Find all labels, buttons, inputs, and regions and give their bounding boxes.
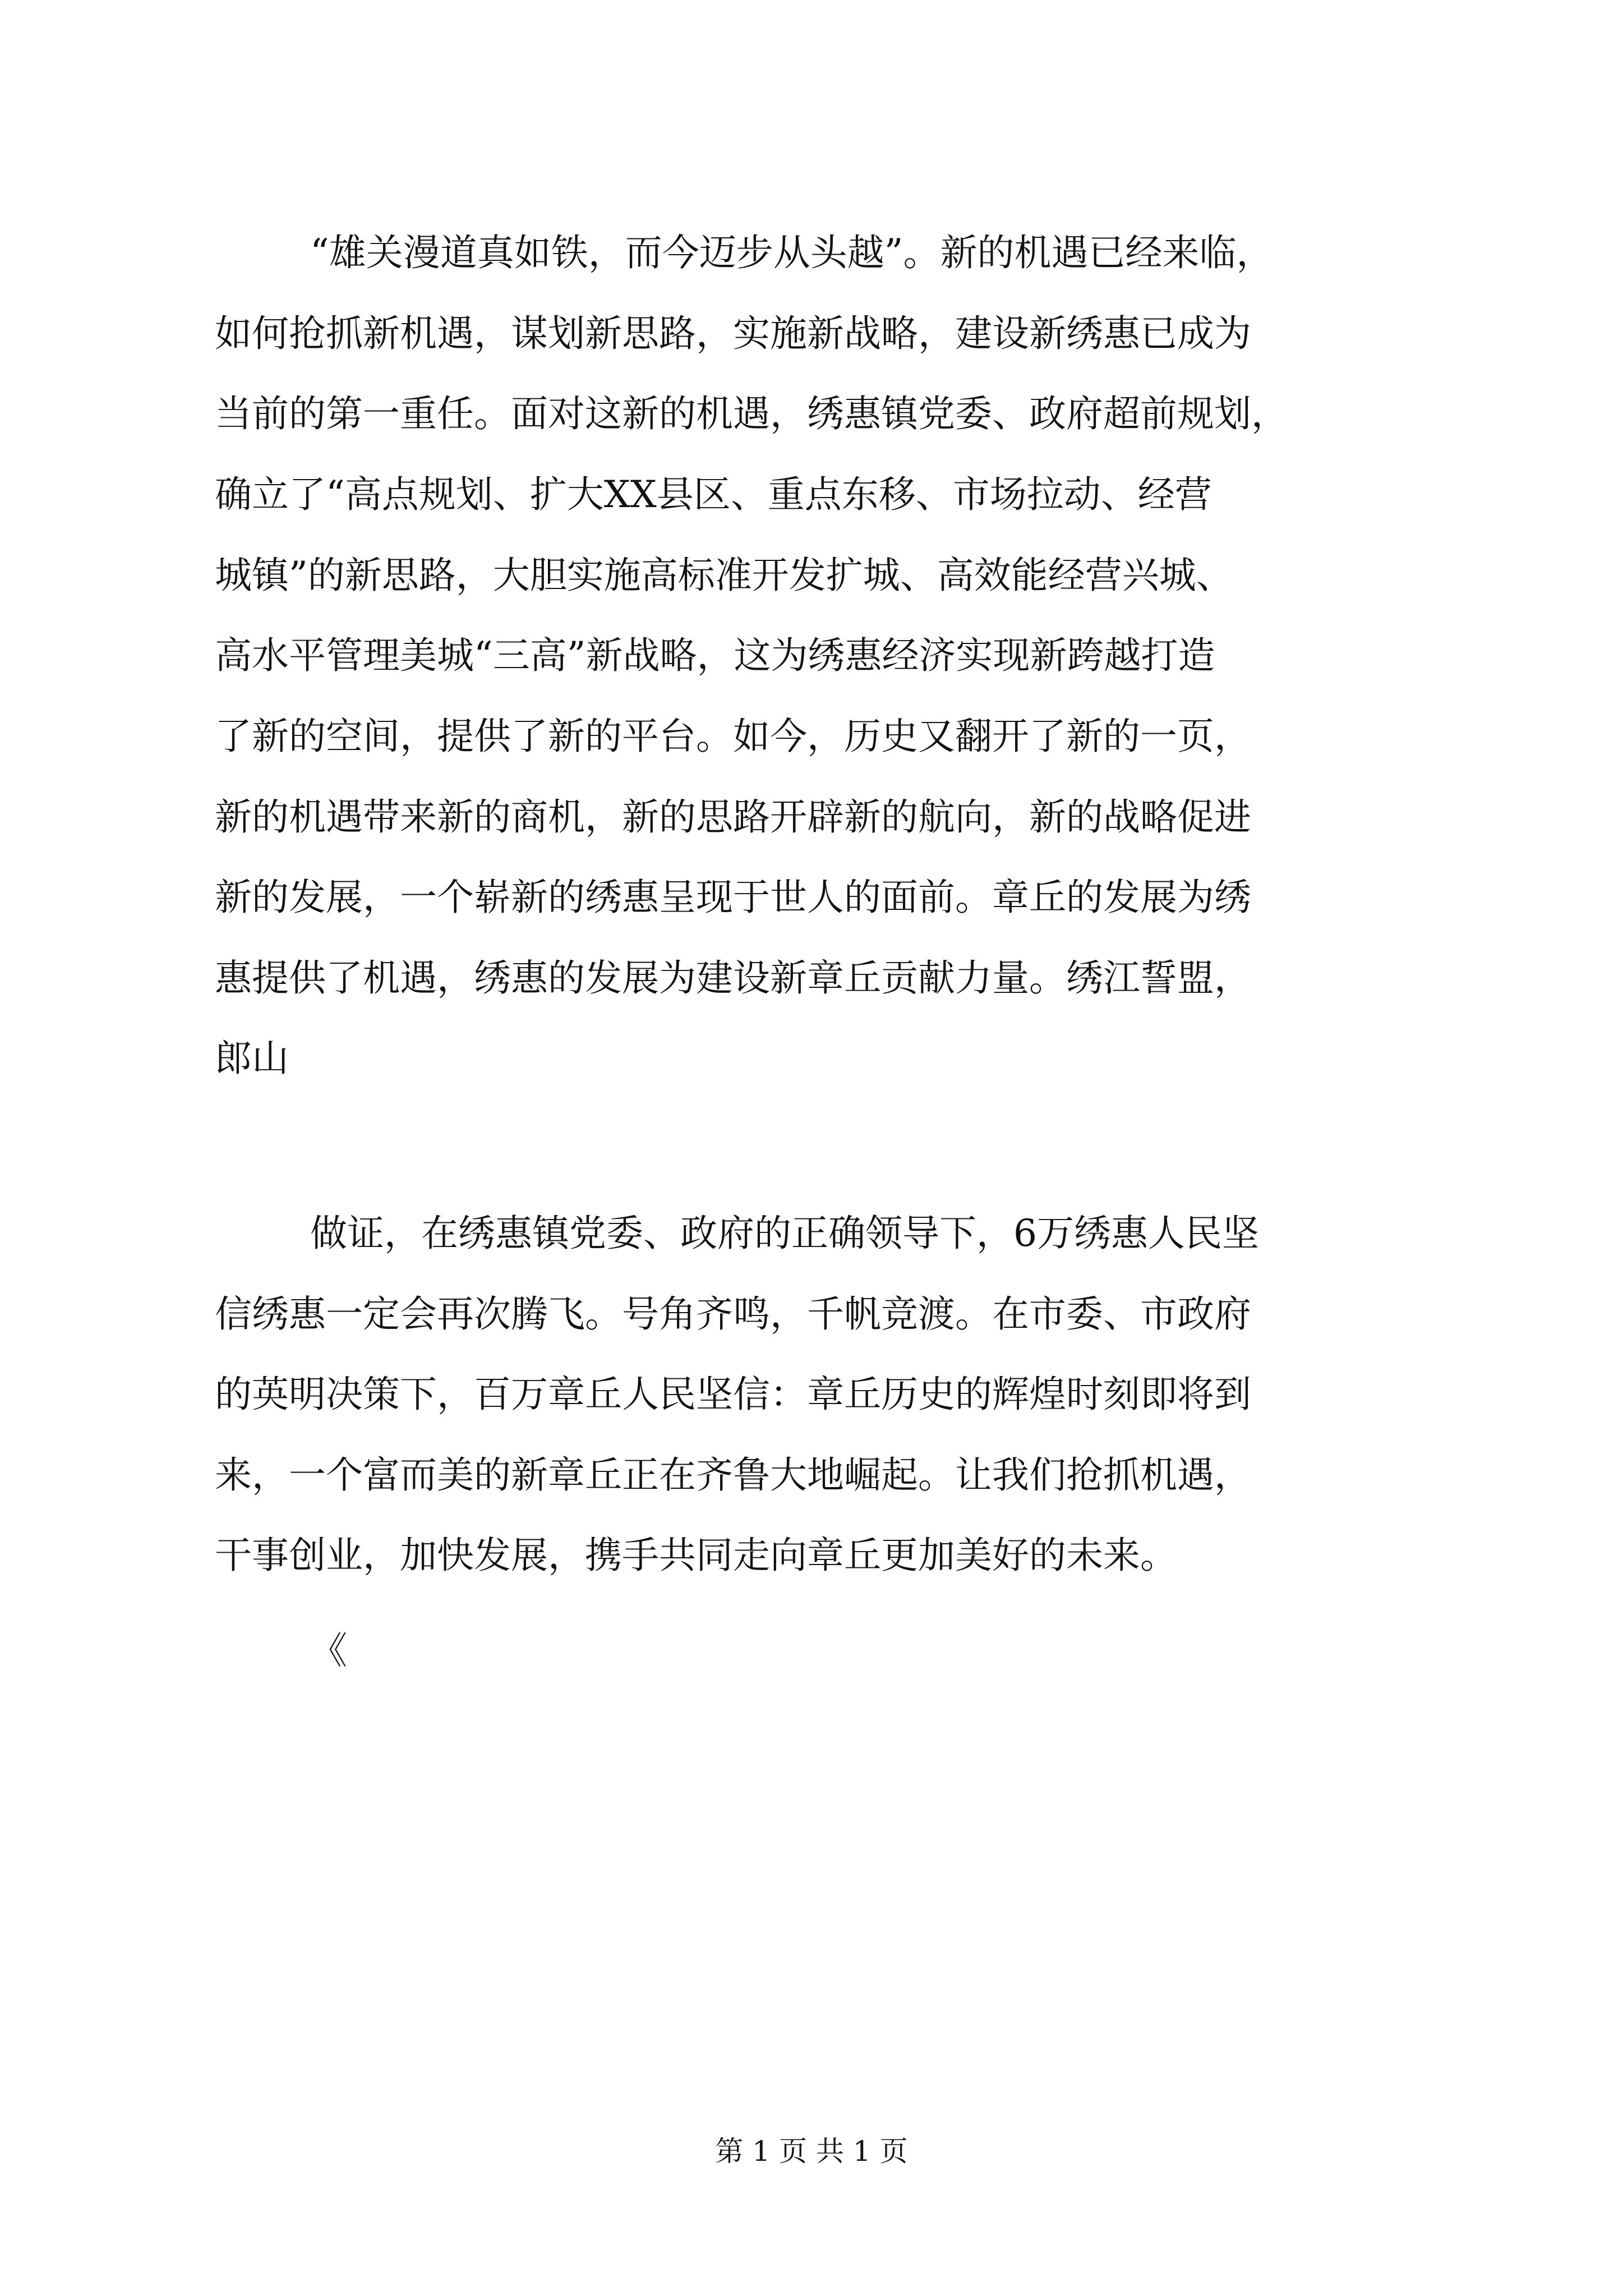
paragraph-2-line-4: 来，一个富而美的新章丘正在齐鲁大地崛起。让我们抢抓机遇，: [215, 1453, 1251, 1497]
paragraph-2-line-2: 信绣惠一定会再次腾飞。号角齐鸣，千帆竞渡。在市委、市政府: [215, 1292, 1251, 1336]
paragraph-1-line-2: 如何抢抓新机遇，谋划新思路，实施新战略，建设新绣惠已成为: [215, 312, 1251, 355]
paragraph-1-line-1: “雄关漫道真如铁，而今迈步从头越”。新的机遇已经来临，: [310, 231, 1274, 274]
paragraph-1-line-3: 当前的第一重任。面对这新的机遇，绣惠镇党委、政府超前规划，: [215, 392, 1288, 435]
paragraph-1-line-5: 城镇”的新思路，大胆实施高标准开发扩城、高效能经营兴城、: [215, 554, 1233, 597]
page-footer: 第 1 页 共 1 页: [715, 2135, 908, 2168]
paragraph-1-line-9: 新的发展，一个崭新的绣惠呈现于世人的面前。章丘的发展为绣: [215, 876, 1251, 919]
paragraph-2-line-5: 干事创业，加快发展，携手共同走向章丘更加美好的未来。: [215, 1534, 1177, 1577]
paragraph-1-line-8: 新的机遇带来新的商机，新的思路开辟新的航向，新的战略促进: [215, 795, 1251, 839]
paragraph-1-line-10: 惠提供了机遇，绣惠的发展为建设新章丘贡献力量。绣江誓盟，: [215, 956, 1251, 1000]
paragraph-1-line-7: 了新的空间，提供了新的平台。如今，历史又翻开了新的一页，: [215, 715, 1251, 758]
paragraph-1-line-6: 高水平管理美城“三高”新战略，这为绣惠经济实现新跨越打造: [215, 634, 1215, 677]
paragraph-1-line-11: 郎山: [215, 1037, 289, 1080]
trailing-mark: 《: [310, 1629, 347, 1672]
paragraph-2-line-3: 的英明决策下，百万章丘人民坚信：章丘历史的辉煌时刻即将到: [215, 1373, 1251, 1416]
paragraph-2-line-1: 做证，在绣惠镇党委、政府的正确领导下，6万绣惠人民坚: [310, 1212, 1259, 1255]
paragraph-1-line-4: 确立了“高点规划、扩大XX县区、重点东移、市场拉动、经营: [215, 473, 1212, 516]
